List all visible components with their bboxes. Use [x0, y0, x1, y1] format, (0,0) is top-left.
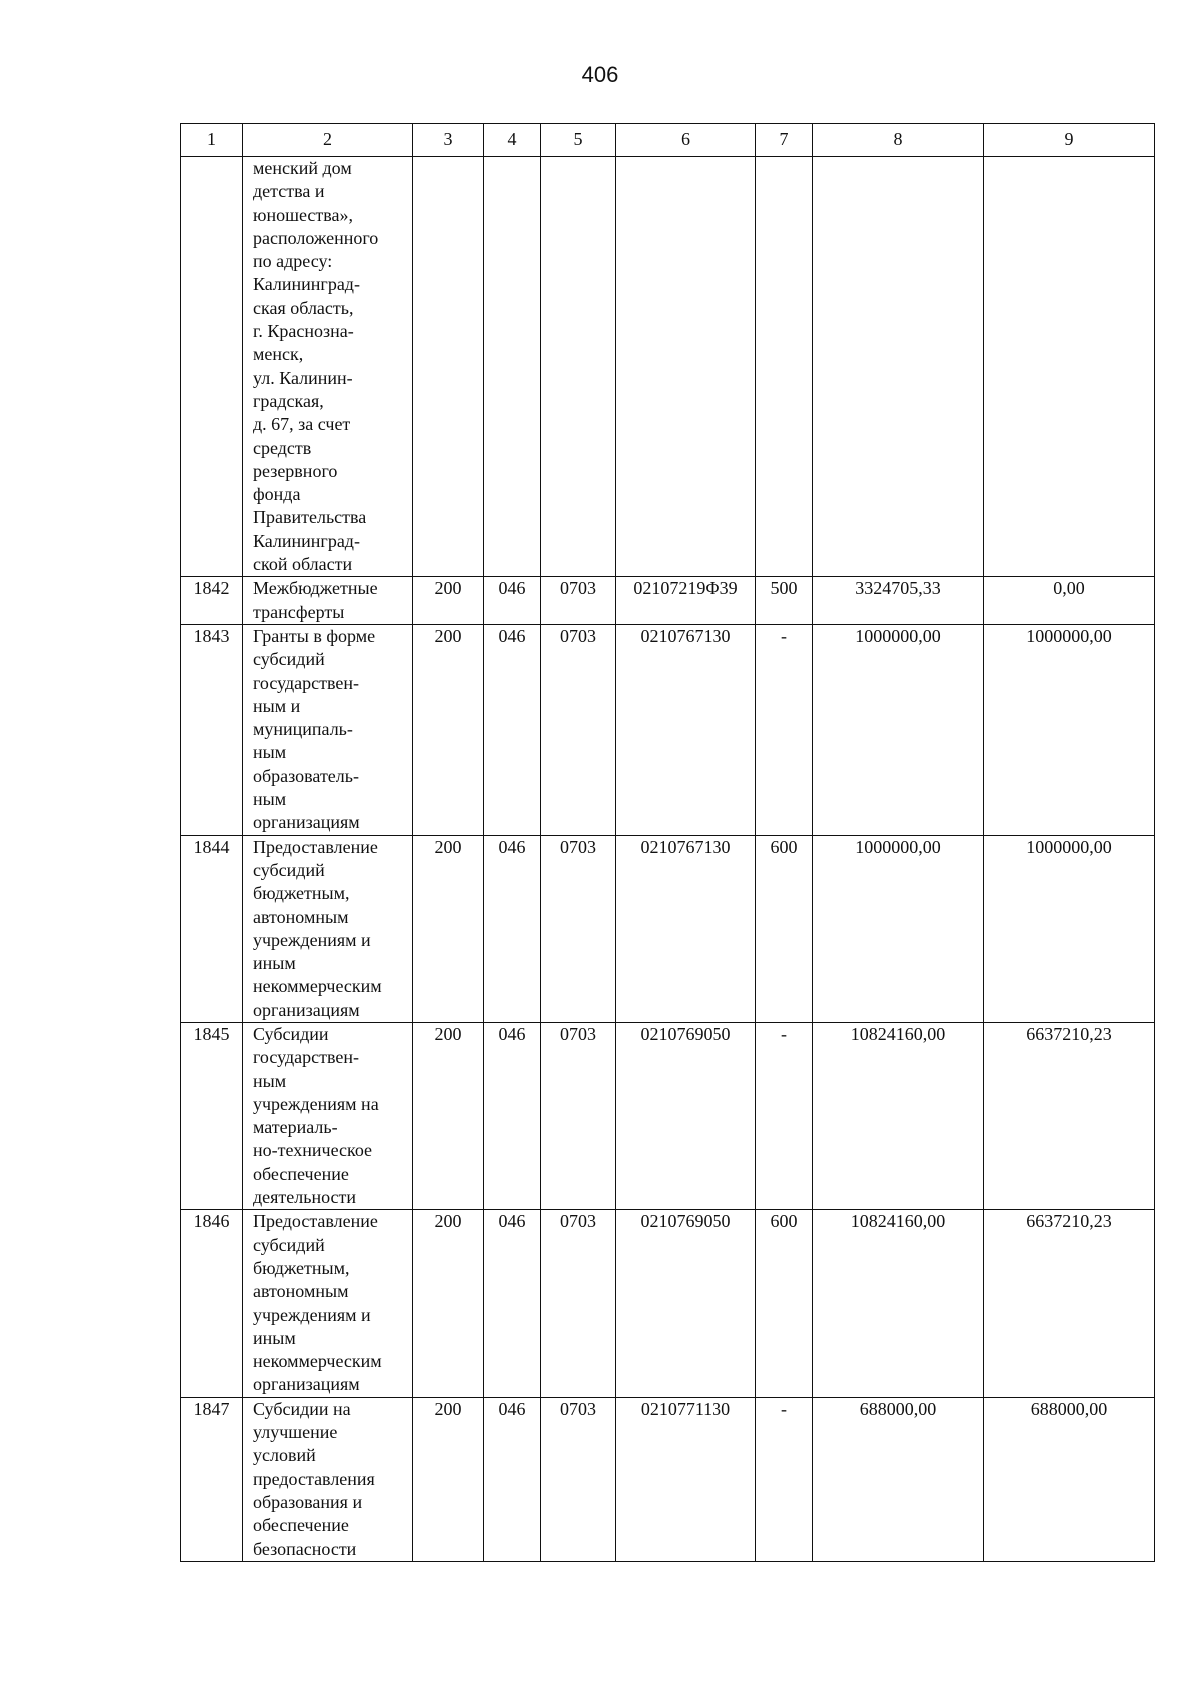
target-code: 0210767130 — [616, 624, 756, 835]
target-code: 0210771130 — [616, 1397, 756, 1561]
code-cell: 200 — [413, 835, 484, 1022]
description-line: учреждениям и — [253, 1304, 371, 1325]
description-line: субсидий — [253, 649, 325, 670]
amount-cell: 1000000,00 — [984, 624, 1155, 835]
description-line: бюджетным, — [253, 1257, 350, 1278]
description-line: организациям — [253, 1374, 360, 1395]
code-cell: 200 — [413, 577, 484, 625]
description-line: иным — [253, 1327, 296, 1348]
description-line: расположенного — [253, 227, 379, 248]
row-description — [243, 577, 413, 625]
description-line: автономным — [253, 1281, 349, 1302]
description-line: обеспечение — [253, 1163, 349, 1184]
column-header: 8 — [813, 124, 984, 157]
description-line: ным — [253, 742, 287, 763]
row-description — [243, 835, 413, 1022]
row-description — [243, 624, 413, 835]
code-cell: 046 — [484, 1022, 541, 1209]
description-line: условий — [253, 1445, 316, 1466]
description-line: субсидий — [253, 859, 325, 880]
row-number — [181, 157, 243, 577]
expense-type: - — [756, 1022, 813, 1209]
column-header: 9 — [984, 124, 1155, 157]
row-description — [243, 1022, 413, 1209]
amount-cell: 1000000,00 — [813, 835, 984, 1022]
amount-cell — [984, 157, 1155, 577]
description-line: Калининград- — [253, 530, 360, 551]
description-line: г. Краснозна- — [253, 321, 354, 342]
description-line: учреждениям и — [253, 929, 371, 950]
table-row — [181, 1397, 1155, 1561]
budget-table — [180, 123, 1155, 1562]
description-line: иным — [253, 953, 296, 974]
table-row — [181, 1022, 1155, 1209]
column-header: 6 — [616, 124, 756, 157]
expense-type: - — [756, 1397, 813, 1561]
section-code: 0703 — [541, 1397, 616, 1561]
row-description — [243, 1397, 413, 1561]
row-number: 1847 — [181, 1397, 243, 1561]
description-line: ул. Калинин- — [253, 367, 353, 388]
description-line: фонда — [253, 484, 301, 505]
section-code: 0703 — [541, 624, 616, 835]
row-number: 1846 — [181, 1210, 243, 1397]
table-header — [181, 124, 1155, 157]
description-line: резервного — [253, 460, 338, 481]
code-cell: 200 — [413, 1397, 484, 1561]
amount-cell: 6637210,23 — [984, 1022, 1155, 1209]
description-line: обеспечение — [253, 1515, 349, 1536]
description-line: Гранты в форме — [253, 625, 376, 646]
amount-cell: 0,00 — [984, 577, 1155, 625]
description-line: менский дом — [253, 158, 352, 178]
column-header: 3 — [413, 124, 484, 157]
amount-cell: 688000,00 — [984, 1397, 1155, 1561]
table-row — [181, 577, 1155, 625]
amount-cell: 3324705,33 — [813, 577, 984, 625]
table-body — [181, 157, 1155, 1562]
description-line: Предоставление — [253, 1211, 378, 1232]
table-row — [181, 624, 1155, 835]
description-line: градская, — [253, 390, 324, 411]
description-line: образования и — [253, 1491, 363, 1512]
code-cell: 046 — [484, 1397, 541, 1561]
amount-cell: 688000,00 — [813, 1397, 984, 1561]
target-code — [616, 157, 756, 577]
description-line: Правительства — [253, 507, 367, 528]
description-line: менск, — [253, 344, 304, 365]
description-line: но-техническое — [253, 1140, 373, 1161]
row-number: 1845 — [181, 1022, 243, 1209]
table-row — [181, 835, 1155, 1022]
row-number: 1843 — [181, 624, 243, 835]
description-line: трансферты — [253, 601, 345, 622]
description-line: государствен- — [253, 672, 360, 693]
row-description — [243, 157, 413, 577]
section-code: 0703 — [541, 835, 616, 1022]
target-code: 02107219Ф39 — [616, 577, 756, 625]
expense-type: 600 — [756, 835, 813, 1022]
section-code: 0703 — [541, 1022, 616, 1209]
row-description — [243, 1210, 413, 1397]
amount-cell: 1000000,00 — [984, 835, 1155, 1022]
description-line: субсидий — [253, 1234, 325, 1255]
expense-type: 500 — [756, 577, 813, 625]
description-line: Субсидии — [253, 1023, 329, 1044]
description-line: Межбюджетные — [253, 578, 378, 599]
description-line: ской области — [253, 554, 353, 575]
table-row — [181, 1210, 1155, 1397]
row-number: 1844 — [181, 835, 243, 1022]
section-code: 0703 — [541, 577, 616, 625]
amount-cell — [813, 157, 984, 577]
target-code: 0210767130 — [616, 835, 756, 1022]
description-line: автономным — [253, 906, 349, 927]
page-number: 406 — [581, 62, 619, 87]
description-line: Предоставление — [253, 836, 378, 857]
description-line: ным — [253, 789, 287, 810]
description-line: по адресу: — [253, 251, 333, 272]
description-line: образователь- — [253, 765, 359, 786]
code-cell: 200 — [413, 624, 484, 835]
code-cell: 200 — [413, 1022, 484, 1209]
code-cell — [413, 157, 484, 577]
amount-cell: 1000000,00 — [813, 624, 984, 835]
target-code: 0210769050 — [616, 1210, 756, 1397]
expense-type: - — [756, 624, 813, 835]
amount-cell: 10824160,00 — [813, 1022, 984, 1209]
description-line: организациям — [253, 999, 360, 1020]
description-line: муниципаль- — [253, 719, 353, 740]
description-line: ным и — [253, 695, 301, 716]
description-line: Субсидии на — [253, 1398, 351, 1419]
amount-cell: 10824160,00 — [813, 1210, 984, 1397]
amount-cell: 6637210,23 — [984, 1210, 1155, 1397]
target-code: 0210769050 — [616, 1022, 756, 1209]
description-line: улучшение — [253, 1422, 338, 1443]
description-line: д. 67, за счет — [253, 414, 351, 435]
description-line: некоммерческим — [253, 976, 382, 997]
table-row — [181, 157, 1155, 577]
description-line: ская область, — [253, 297, 354, 318]
description-line: средств — [253, 437, 312, 458]
description-line: детства и — [253, 181, 325, 202]
description-line: учреждениям на — [253, 1093, 379, 1114]
column-header: 2 — [243, 124, 413, 157]
code-cell: 046 — [484, 1210, 541, 1397]
section-code: 0703 — [541, 1210, 616, 1397]
description-line: Калининград- — [253, 274, 360, 295]
description-line: предоставления — [253, 1468, 375, 1489]
code-cell: 200 — [413, 1210, 484, 1397]
row-number: 1842 — [181, 577, 243, 625]
description-line: материаль- — [253, 1117, 338, 1138]
code-cell: 046 — [484, 624, 541, 835]
description-line: бюджетным, — [253, 883, 350, 904]
description-line: организациям — [253, 812, 360, 833]
column-header: 1 — [181, 124, 243, 157]
column-header: 7 — [756, 124, 813, 157]
section-code — [541, 157, 616, 577]
description-line: ным — [253, 1070, 287, 1091]
code-cell: 046 — [484, 835, 541, 1022]
code-cell — [484, 157, 541, 577]
description-line: безопасности — [253, 1538, 357, 1559]
column-header: 5 — [541, 124, 616, 157]
expense-type: 600 — [756, 1210, 813, 1397]
column-header: 4 — [484, 124, 541, 157]
description-line: деятельности — [253, 1187, 357, 1208]
description-line: государствен- — [253, 1047, 360, 1068]
expense-type — [756, 157, 813, 577]
description-line: юношества», — [253, 204, 353, 225]
description-line: некоммерческим — [253, 1351, 382, 1372]
code-cell: 046 — [484, 577, 541, 625]
